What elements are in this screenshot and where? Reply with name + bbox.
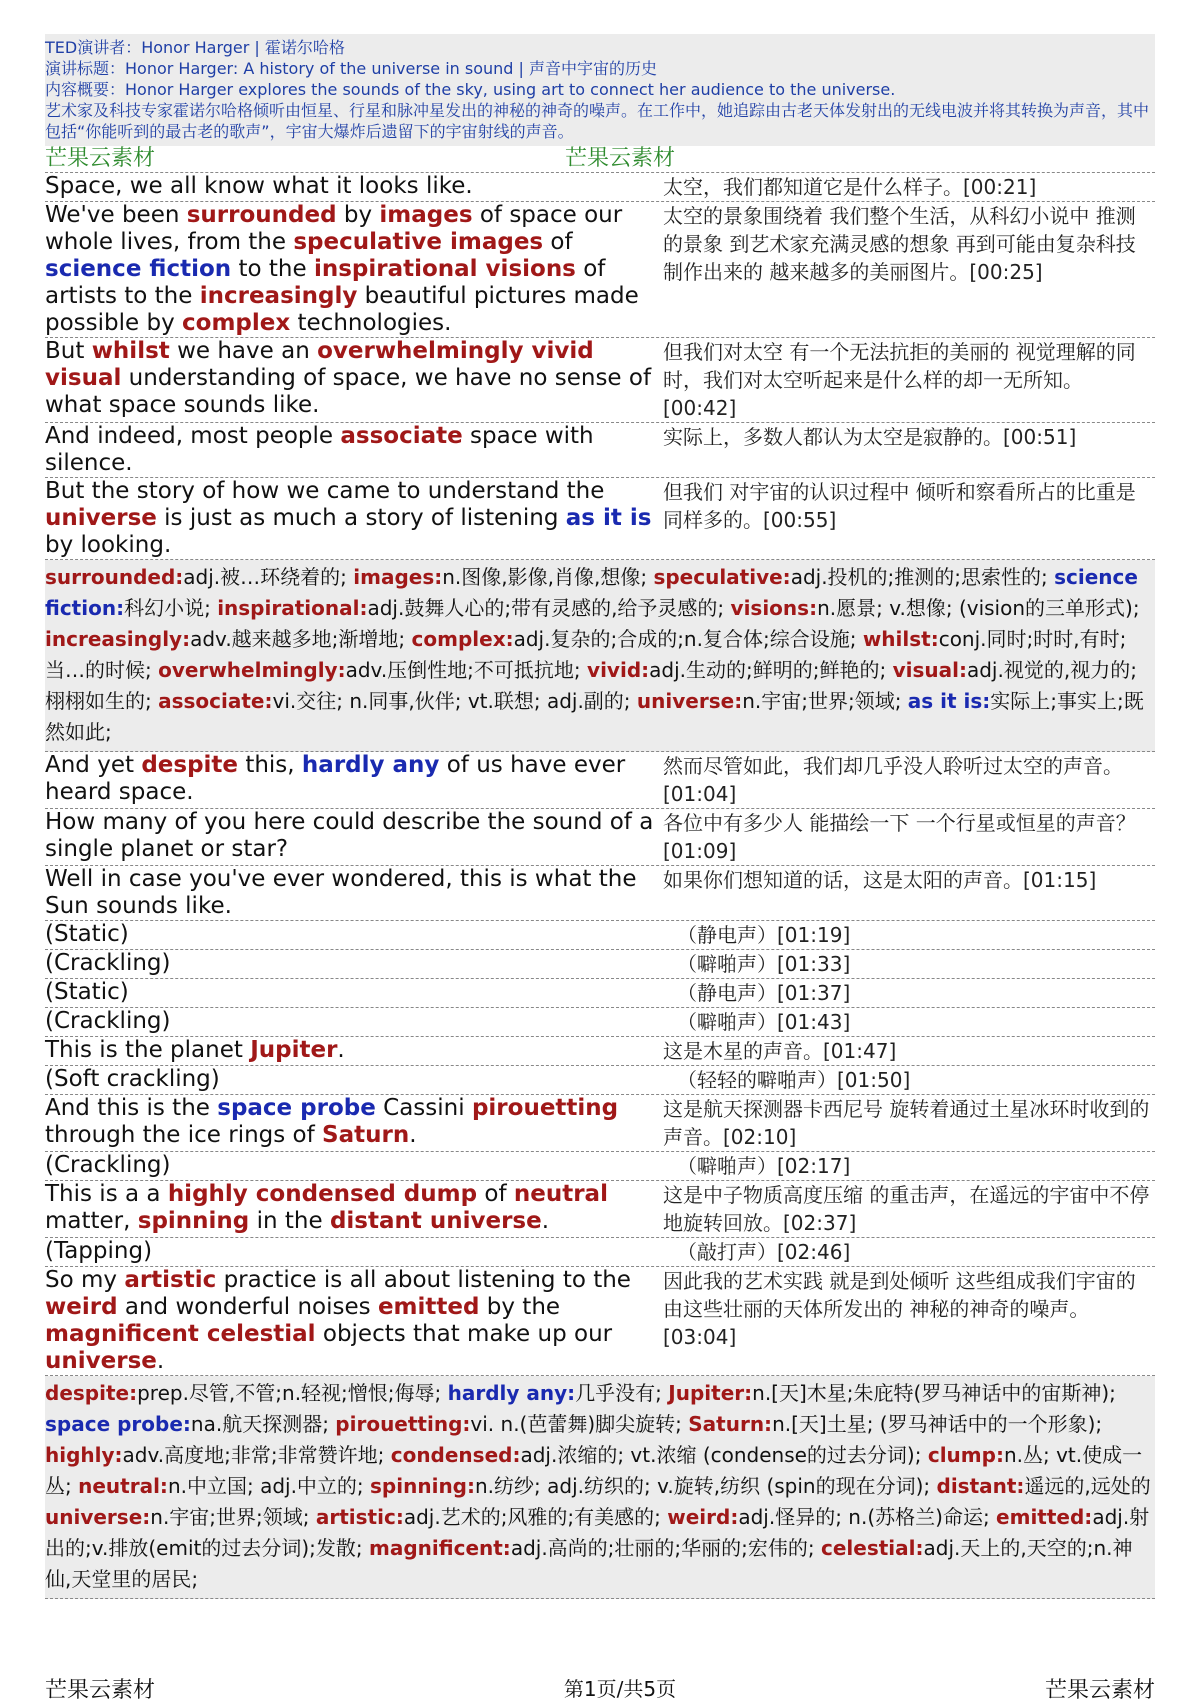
sentence-text: practice is all about listening to the [216,1267,631,1293]
footer-brand-left: 芒果云素材 [45,1678,156,1703]
sentence-text: of us have ever heard space. [45,752,626,805]
footer-brand-right: 芒果云素材 [1044,1678,1155,1703]
vocab-term: highly: [45,1443,123,1467]
vocab-term: Saturn: [688,1412,773,1436]
sentence-text: Space, we all know what it looks like. [45,173,473,199]
english-sentence [45,423,663,477]
vocab-definition: n.宇宙;世界;领域; [150,1505,316,1529]
sentence-text: in the [249,1208,330,1234]
vocab-definition: n.纺纱; adj.纺织的; v.旋转,纺织 (spin的现在分词); [475,1474,937,1498]
brand-row [45,146,1155,173]
vocab-term: Jupiter: [668,1381,753,1405]
vocab-definition: n.宇宙;世界;领域; [742,689,908,713]
vocab-term: condensed: [390,1443,521,1467]
brand-watermark-right: 芒果云素材 [565,146,676,171]
chinese-translation: 太空，我们都知道它是什么样子。[00:21] [663,175,1037,199]
vocab-term: neutral: [78,1474,168,1498]
english-sentence [45,752,663,808]
highlighted-word: as it is [565,505,652,531]
chinese-translation: （噼啪声）[02:17] [677,1154,851,1178]
chinese-translation: 这是中子物质高度压缩 的重击声，在遥远的宇宙中不停地旋转回放。[02:37] [663,1183,1150,1235]
vocab-definition: 几乎没有; [575,1381,669,1405]
vocab-definition: 实际上;事实上;既然如此; [45,689,1144,744]
sentence-text: This is a a [45,1181,168,1207]
vocab-term: as it is: [907,689,991,713]
vocab-definition: adj.复杂的;合成的;n.复合体;综合设施; [513,627,863,651]
vocab-definition: adj.浓缩的; vt.浓缩 (condense的过去分词); [520,1443,928,1467]
sentence-text: And indeed, most people [45,423,341,449]
highlighted-word: whilst [91,338,170,364]
highlighted-word: speculative images [293,229,544,255]
vocab-term: visions: [730,596,818,620]
chinese-translation: （敲打声）[02:46] [677,1240,851,1264]
highlighted-word: emitted [377,1294,480,1320]
highlighted-word: hardly any [301,752,440,778]
highlighted-word: neutral [513,1181,608,1207]
sentence-text: space with silence. [45,423,594,476]
chinese-translation: （噼啪声）[01:43] [677,1010,851,1034]
english-sentence [45,809,663,865]
sentence-text: But [45,338,92,364]
vocab-definition: n.中立国; adj.中立的; [167,1474,371,1498]
highlighted-word: universe [45,505,157,531]
transcript-row [45,1181,1155,1238]
sentence-text: is just as much a story of listening [156,505,566,531]
vocab-term: inspirational: [217,596,368,620]
document-page [45,34,1155,1599]
sentence-text: . [541,1208,550,1234]
chinese-translation: 然而尽管如此，我们却几乎没人聆听过太空的声音。[01:04] [663,754,1123,806]
chinese-translation: 如果你们想知道的话，这是太阳的声音。[01:15] [663,868,1097,892]
vocabulary-block [45,1376,1155,1599]
english-sentence [45,1095,663,1151]
vocab-definition: n.[天]木星;朱庇特(罗马神话中的宙斯神); [752,1381,1116,1405]
sentence-text: . [156,1348,165,1374]
transcript-row [45,478,1155,560]
highlighted-word: weird [45,1294,118,1320]
vocab-term: universe: [636,689,743,713]
sentence-text: (Static) [45,921,129,947]
vocab-definition: n.丛; vt.使成一丛; [45,1443,1143,1498]
sentence-text: of [477,1181,514,1207]
chinese-translation: 太空的景象围绕着 我们整个生活，从科幻小说中 推测的景象 到艺术家充满灵感的想象 再到可能由复杂科技制作出来的 越来越多的美丽图片。[00:25] [663,204,1136,284]
transcript-row [45,866,1155,921]
transcript-row [45,1238,1155,1267]
sentence-text: . [337,1037,345,1063]
transcript-row [45,423,1155,478]
highlighted-word: increasingly [199,283,358,309]
highlighted-word: science fiction [45,256,232,282]
vocab-definition: adj.被…环绕着的; [183,565,354,589]
vocab-term: celestial: [821,1536,924,1560]
vocab-term: increasingly: [45,627,191,651]
english-sentence [45,173,663,201]
vocab-term: complex: [411,627,514,651]
vocab-definition: n.图像,影像,肖像,想像; [442,565,654,589]
transcript-row [45,202,1155,338]
highlighted-word: associate [340,423,463,449]
transcript-row [45,752,1155,809]
highlighted-word: surrounded [186,202,337,228]
highlighted-word: spinning [137,1208,250,1234]
sentence-text: of [543,229,573,255]
highlighted-word: inspirational visions [313,256,576,282]
highlighted-word: universe [45,1348,157,1374]
vocab-term: speculative: [653,565,791,589]
talk-header [45,34,1155,146]
vocab-term: whilst: [862,627,939,651]
chinese-translation: 但我们对太空 有一个无法抗拒的美丽的 视觉理解的同时，我们对太空听起来是什么样的却一无所知。[00:42] [663,340,1136,420]
chinese-translation: （静电声）[01:19] [677,923,851,947]
sentence-text: And yet [45,752,142,778]
sentence-text: This is the planet [45,1037,251,1063]
summary-line: 内容概要：Honor Harger explores the sounds of the sky, using art to connect her audience to the universe. [45,80,896,99]
chinese-translation: （噼啪声）[01:33] [677,952,851,976]
vocab-term: visual: [892,658,967,682]
english-sentence [45,1181,663,1237]
highlighted-word: space probe [217,1095,376,1121]
vocab-definition: adj.怪异的; n.(苏格兰)命运; [738,1505,997,1529]
vocab-term: space probe: [45,1412,191,1436]
vocab-definition: adj.生动的;鲜明的;鲜艳的; [649,658,893,682]
chinese-translation: 但我们 对宇宙的认识过程中 倾听和察看所占的比重是同样多的。[00:55] [663,480,1136,532]
vocab-term: universe: [45,1505,151,1529]
english-sentence [45,950,663,978]
vocab-definition: conj.同时;时时,有时;当…的时候; [45,627,1127,682]
sentence-text: (Crackling) [45,1152,171,1178]
vocab-definition: adj.视觉的,视力的;栩栩如生的; [45,658,1137,713]
sentence-text: understanding of space, we have no sense of what space sounds like. [45,365,652,418]
sentence-text: by [336,202,380,228]
vocab-term: associate: [158,689,273,713]
vocab-definition: 遥远的,远处的 [1024,1474,1151,1498]
vocab-term: artistic: [315,1505,404,1529]
vocab-term: spinning: [370,1474,475,1498]
vocab-term: despite: [45,1381,138,1405]
english-sentence [45,921,663,949]
vocab-definition: adj.艺术的;风雅的;有美感的; [403,1505,668,1529]
chinese-translation: 实际上，多数人都认为太空是寂静的。[00:51] [663,425,1077,449]
brand-watermark-left: 芒果云素材 [45,146,156,171]
sentence-text: . [409,1122,417,1148]
sentence-text: And this is the [45,1095,218,1121]
vocab-term: images: [353,565,443,589]
highlighted-word: despite [141,752,239,778]
chinese-translation: 这是航天探测器卡西尼号 旋转着通过土星冰环时收到的声音。[02:10] [663,1097,1150,1149]
transcript-row [45,1066,1155,1095]
vocab-term: distant: [936,1474,1025,1498]
english-sentence [45,1152,663,1180]
english-sentence [45,1066,663,1094]
sentence-text: How many of you here could describe the sound of a single planet or star? [45,809,654,862]
vocab-term: weird: [667,1505,739,1529]
page-footer [45,1673,1155,1703]
sentence-text: through the ice rings of [45,1122,323,1148]
transcript-row [45,173,1155,202]
sentence-text: technologies. [290,310,452,336]
page-number: 第1页/共5页 [563,1677,677,1701]
highlighted-word: highly condensed dump [167,1181,478,1207]
vocab-definition: 科幻小说; [124,596,218,620]
transcript-row [45,1008,1155,1037]
highlighted-word: overwhelmingly vivid visual [45,338,594,391]
transcript-row [45,979,1155,1008]
sentence-text: So my [45,1267,125,1293]
transcript-row [45,338,1155,423]
transcript-row [45,950,1155,979]
chinese-translation: 这是木星的声音。[01:47] [663,1039,897,1063]
sentence-text: We've been [45,202,187,228]
vocab-term: science fiction: [45,565,1138,620]
highlighted-word: Saturn [322,1122,410,1148]
sentence-text: matter, [45,1208,138,1234]
english-sentence [45,979,663,1007]
sentence-text: But the story of how we came to understand the [45,478,605,504]
english-sentence [45,1267,663,1375]
sentence-text: of space our whole lives, from the [45,202,623,255]
vocab-term: pirouetting: [335,1412,471,1436]
english-sentence [45,866,663,920]
vocab-term: emitted: [996,1505,1093,1529]
english-sentence [45,1238,663,1266]
sentence-text: by looking. [45,532,172,558]
highlighted-word: pirouetting [471,1095,619,1121]
sentence-text: Cassini [375,1095,472,1121]
sentence-text: Well in case you've ever wondered, this is what the Sun sounds like. [45,866,637,919]
english-sentence [45,202,663,337]
sentence-text: (Soft crackling) [45,1066,220,1092]
english-sentence [45,478,663,559]
description-line: 艺术家及科技专家霍诺尔哈格倾听由恒星、行星和脉冲星发出的神秘的神奇的噪声。在工作中，她追踪由古老天体发射出的无线电波并将其转换为声音，其中包括“你能听到的最古老的歌声”，宇宙大爆炸后遗留下的宇宙射线的声音。 [45,101,1150,141]
english-sentence [45,1008,663,1036]
transcript-row [45,1267,1155,1376]
vocab-term: overwhelmingly: [158,658,346,682]
chinese-translation: 各位中有多少人 能描绘一下 一个行星或恒星的声音？ [01:09] [663,811,1136,863]
vocab-definition: adj.鼓舞人心的;带有灵感的,给予灵感的; [367,596,731,620]
vocab-definition: vi.交往; n.同事,伙伴; vt.联想; adj.副的; [272,689,637,713]
transcript-row [45,809,1155,866]
vocab-definition: prep.尽管,不管;n.轻视;憎恨;侮辱; [137,1381,448,1405]
vocab-term: vivid: [587,658,650,682]
english-sentence [45,1037,663,1065]
vocab-definition: n.愿景; v.想像; (vision的三单形式); [817,596,1140,620]
sentence-text: beautiful pictures made possible by [45,283,639,336]
sentence-text: and wonderful noises [117,1294,378,1320]
vocab-definition: adv.越来越多地;渐增地; [190,627,412,651]
sentence-text: (Crackling) [45,1008,171,1034]
sentence-text: this, [238,752,302,778]
highlighted-word: distant universe [329,1208,542,1234]
highlighted-word: images [379,202,473,228]
vocab-definition: adj.投机的;推测的;思索性的; [790,565,1055,589]
vocab-term: clump: [927,1443,1004,1467]
highlighted-word: complex [182,310,291,336]
highlighted-word: artistic [124,1267,217,1293]
chinese-translation: （静电声）[01:37] [677,981,851,1005]
vocab-term: hardly any: [447,1381,576,1405]
speaker-line: TED演讲者：Honor Harger | 霍诺尔哈格 [45,38,345,57]
transcript-row [45,1095,1155,1152]
vocab-definition: vi. n.(芭蕾舞)脚尖旋转; [470,1412,689,1436]
transcript-row [45,1152,1155,1181]
title-line: 演讲标题：Honor Harger: A history of the universe in sound | 声音中宇宙的历史 [45,59,658,78]
sentence-text: of artists to the [45,256,606,309]
chinese-translation: （轻轻的噼啪声）[01:50] [677,1068,911,1092]
vocab-definition: adv.高度地;非常;非常赞许地; [122,1443,391,1467]
sentence-text: objects that make up our [315,1321,613,1347]
vocab-definition: n.[天]土星; (罗马神话中的一个形象); [772,1412,1103,1436]
sentence-text: we have an [169,338,318,364]
vocabulary-block [45,560,1155,752]
vocab-definition: adj.射出的;v.排放(emit的过去分词);发散; [45,1505,1150,1560]
transcript-row [45,1037,1155,1066]
vocab-definition: adj.高尚的;壮丽的;华丽的;宏伟的; [510,1536,821,1560]
transcript-body [45,173,1155,1599]
vocab-term: magnificent: [369,1536,511,1560]
vocab-term: surrounded: [45,565,184,589]
highlighted-word: Jupiter [250,1037,338,1063]
highlighted-word: magnificent celestial [45,1321,316,1347]
sentence-text: (Crackling) [45,950,171,976]
sentence-text: to the [231,256,314,282]
sentence-text: (Static) [45,979,129,1005]
vocab-definition: adv.压倒性地;不可抵抗地; [345,658,588,682]
vocab-definition: na.航天探测器; [190,1412,336,1436]
chinese-translation: 因此我的艺术实践 就是到处倾听 这些组成我们宇宙的 由这些壮丽的天体所发出的 神秘的神奇的噪声。[03:04] [663,1269,1136,1349]
vocab-definition: adj.天上的,天空的;n.神仙,天堂里的居民; [45,1536,1133,1591]
sentence-text: by the [479,1294,561,1320]
english-sentence [45,338,663,422]
sentence-text: (Tapping) [45,1238,153,1264]
transcript-row [45,921,1155,950]
